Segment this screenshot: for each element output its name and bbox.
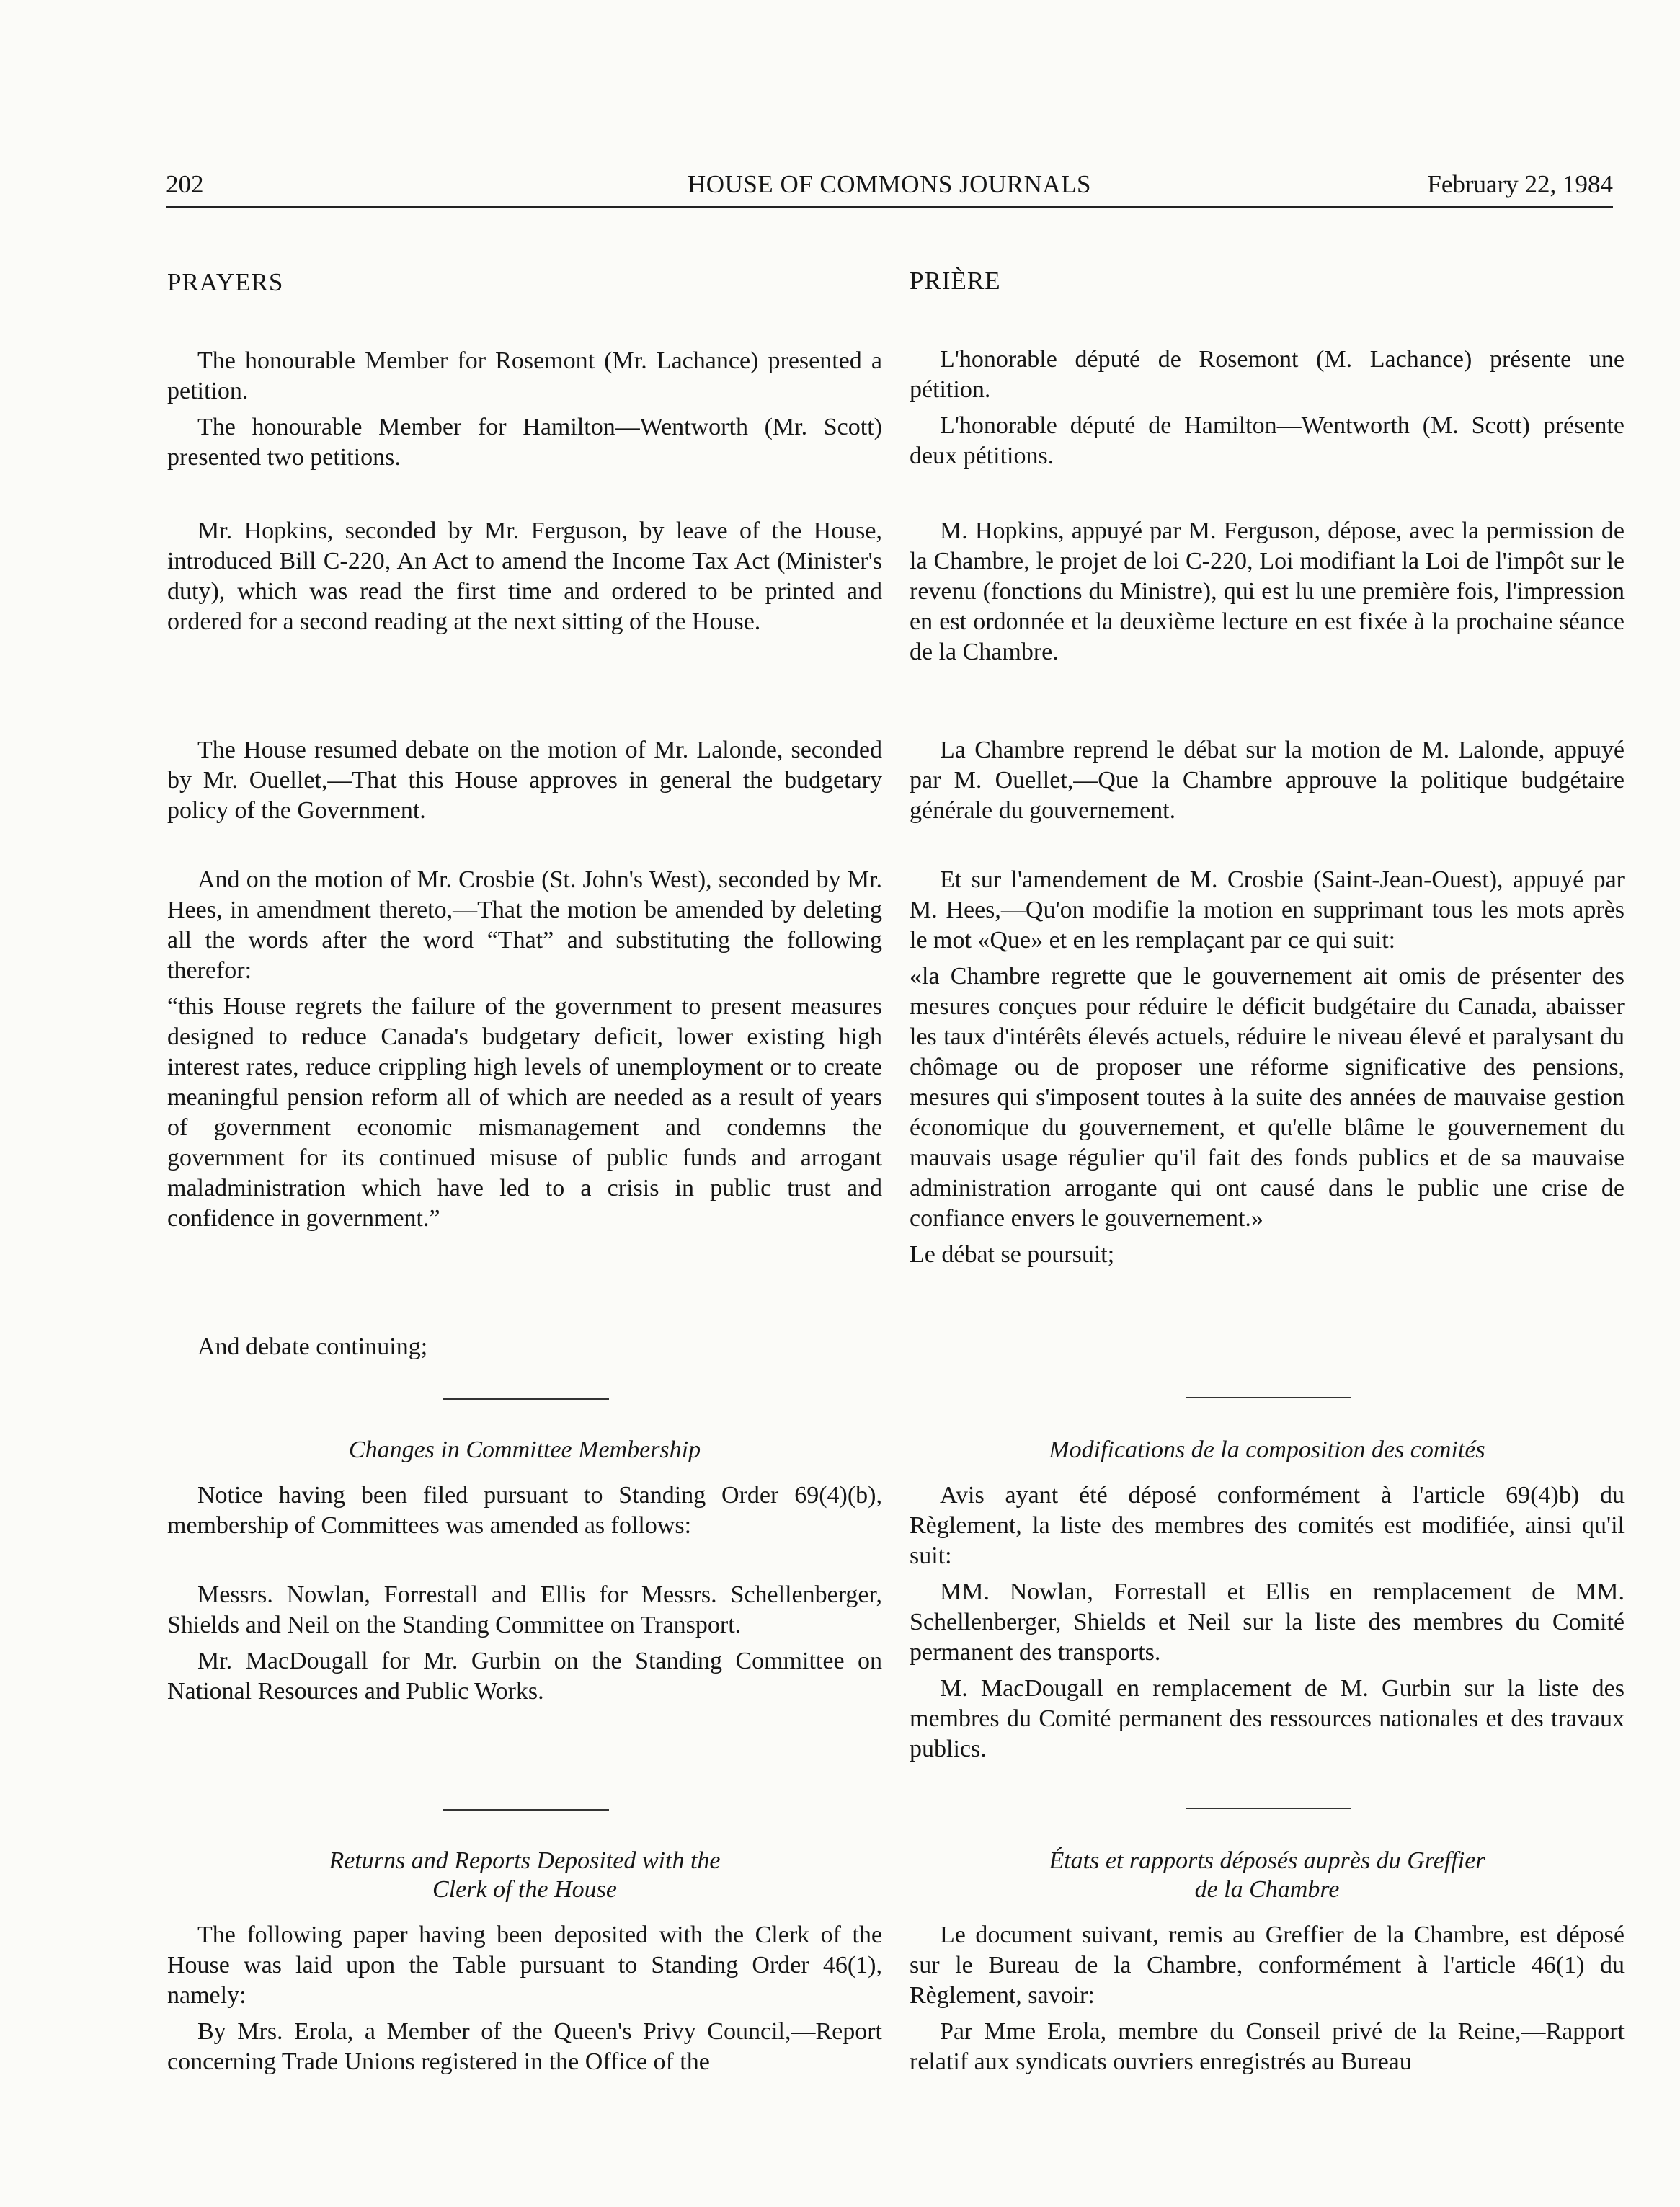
debate-resumed-text: La Chambre reprend le débat sur la motion de M. Lalonde, appuyé par M. Ouellet,—Que la Chambre approuve la politique budgétaire générale du gouvernement. bbox=[910, 737, 1625, 824]
committee-change-text: MM. Nowlan, Forrestall et Ellis en remplacement de MM. Schellenberger, Shields et Neil sur la liste des membres du Comité permanent des transports. bbox=[910, 1578, 1625, 1666]
committee-notice bbox=[167, 1480, 882, 1547]
petitions-block bbox=[167, 346, 882, 479]
section-divider bbox=[443, 1398, 609, 1400]
returns-item-text: By Mrs. Erola, a Member of the Queen's Privy Council,—Report concerning Trade Unions registered in the Office of the bbox=[167, 2018, 882, 2075]
debate-continuing bbox=[167, 1332, 882, 1368]
committee-changes bbox=[167, 1580, 882, 1713]
returns-heading-line: de la Chambre bbox=[1194, 1876, 1340, 1903]
page-header bbox=[166, 164, 1613, 208]
bill-introduction-fr bbox=[910, 516, 1625, 673]
returns-heading bbox=[167, 1847, 882, 1904]
journal-date: February 22, 1984 bbox=[1427, 170, 1613, 198]
returns-intro-text: The following paper having been deposited with the Clerk of the House was laid upon the Table pursuant to Standing Order 46(1), namely: bbox=[167, 1922, 882, 2009]
amendment-quote-text: «la Chambre regrette que le gouvernement ait omis de présenter des mesures conçues pour réduire le déficit budgétaire du Canada, abaisser les taux d'intérêts élevés actuels, réduire le niveau élevé et paralysant du chômage ou de proposer une réforme significative des pensions, mesures qui s'imposent toutes à la suite des années de mauvaise gestion économique du gouvernement, et qu'elle blâme le gouvernement du mauvais usage régulier qu'il fait des fonds publics et de sa mauvaise administration arrogante qui ont causé dans le public une crise de confiance envers le gouvernement.» bbox=[910, 963, 1625, 1232]
petition-text: L'honorable député de Rosemont (M. Lachance) présente une pétition. bbox=[910, 346, 1625, 403]
bill-introduction bbox=[167, 516, 882, 643]
returns-heading-fr bbox=[910, 1847, 1625, 1904]
amendment-quote-text: “this House regrets the failure of the government to present measures designed to reduce Canada's budgetary deficit, lower existing high interest rates, reduce crippling high levels of unemployment or to create meaningful pension reform all of which are needed as a result of years of government economic mismanagement and condemns the government for its continued misuse of public funds and arrogant maladministration which have led to a crisis in public trust and confidence in government.” bbox=[167, 993, 882, 1232]
petition-text: The honourable Member for Rosemont (Mr. Lachance) presented a petition. bbox=[167, 347, 882, 404]
returns-heading-line: États et rapports déposés auprès du Greffier bbox=[1049, 1847, 1485, 1874]
committee-change-text: Mr. MacDougall for Mr. Gurbin on the Standing Committee on National Resources and Public Works. bbox=[167, 1648, 882, 1705]
committee-change-text: Messrs. Nowlan, Forrestall and Ellis for Messrs. Schellenberger, Shields and Neil on the Standing Committee on Transport. bbox=[167, 1581, 882, 1638]
debate-continuing-text: Le débat se poursuit; bbox=[910, 1241, 1115, 1268]
committee-notice-text: Notice having been filed pursuant to Standing Order 69(4)(b), membership of Committees was amended as follows: bbox=[167, 1482, 882, 1539]
amendment-block-fr bbox=[910, 865, 1625, 1276]
debate-resumed-fr bbox=[910, 735, 1625, 832]
committee-heading-fr: Modifications de la composition des comités bbox=[1049, 1436, 1485, 1463]
section-divider bbox=[1186, 1808, 1351, 1809]
committee-change-text: M. MacDougall en remplacement de M. Gurbin sur la liste des membres du Comité permanent des ressources nationales et des travaux publics. bbox=[910, 1675, 1625, 1762]
amendment-block bbox=[167, 865, 882, 1240]
debate-resumed-text: The House resumed debate on the motion of Mr. Lalonde, seconded by Mr. Ouellet,—That this House approves in general the budgetary policy of the Government. bbox=[167, 737, 882, 824]
petition-text: L'honorable député de Hamilton—Wentworth (M. Scott) présente deux pétitions. bbox=[910, 412, 1625, 469]
committee-notice-text: Avis ayant été déposé conformément à l'article 69(4)b) du Règlement, la liste des membres des comités est modifiée, ainsi qu'il suit: bbox=[910, 1482, 1625, 1569]
returns-intro-text: Le document suivant, remis au Greffier de la Chambre, est déposé sur le Bureau de la Chambre, conformément à l'article 46(1) du Règlement, savoir: bbox=[910, 1922, 1625, 2009]
debate-resumed bbox=[167, 735, 882, 832]
page-number: 202 bbox=[166, 170, 204, 198]
debate-continuing-text: And debate continuing; bbox=[197, 1333, 428, 1360]
returns-heading-line: Returns and Reports Deposited with the bbox=[329, 1847, 721, 1874]
prayers-heading: PRAYERS bbox=[167, 268, 284, 296]
amendment-motion-text: And on the motion of Mr. Crosbie (St. John's West), seconded by Mr. Hees, in amendment thereto,—That the motion be amended by deleting all the words after the word “That” and substituting the following therefor: bbox=[167, 866, 882, 984]
committee-heading: Changes in Committee Membership bbox=[348, 1436, 701, 1463]
section-divider bbox=[1186, 1397, 1351, 1398]
section-divider bbox=[443, 1809, 609, 1811]
committee-notice-fr bbox=[910, 1480, 1625, 1770]
journal-title: HOUSE OF COMMONS JOURNALS bbox=[688, 170, 1091, 198]
returns-block-fr bbox=[910, 1920, 1625, 2083]
prayers-heading-fr: PRIÈRE bbox=[910, 267, 1001, 295]
bill-intro-text: Mr. Hopkins, seconded by Mr. Ferguson, by leave of the House, introduced Bill C-220, An Act to amend the Income Tax Act (Minister's duty), which was read the first time and ordered to be printed and ordered for a second reading at the next sitting of the House. bbox=[167, 518, 882, 635]
amendment-motion-text: Et sur l'amendement de M. Crosbie (Saint-Jean-Ouest), appuyé par M. Hees,—Qu'on modifie la motion en supprimant tous les mots après le mot «Que» et en les remplaçant par ce qui suit: bbox=[910, 866, 1625, 954]
returns-item-text: Par Mme Erola, membre du Conseil privé de la Reine,—Rapport relatif aux syndicats ouvriers enregistrés au Bureau bbox=[910, 2018, 1625, 2075]
returns-block bbox=[167, 1920, 882, 2083]
bill-intro-text: M. Hopkins, appuyé par M. Ferguson, dépose, avec la permission de la Chambre, le projet de loi C-220, Loi modifiant la Loi de l'impôt sur le revenu (fonctions du Ministre), qui est lu une première fois, l'impression en est ordonnée et la deuxième lecture en est fixée à la prochaine séance de la Chambre. bbox=[910, 518, 1625, 665]
petition-text: The honourable Member for Hamilton—Wentworth (Mr. Scott) presented two petitions. bbox=[167, 414, 882, 471]
petitions-block-fr bbox=[910, 345, 1625, 477]
returns-heading-line: Clerk of the House bbox=[432, 1876, 617, 1903]
